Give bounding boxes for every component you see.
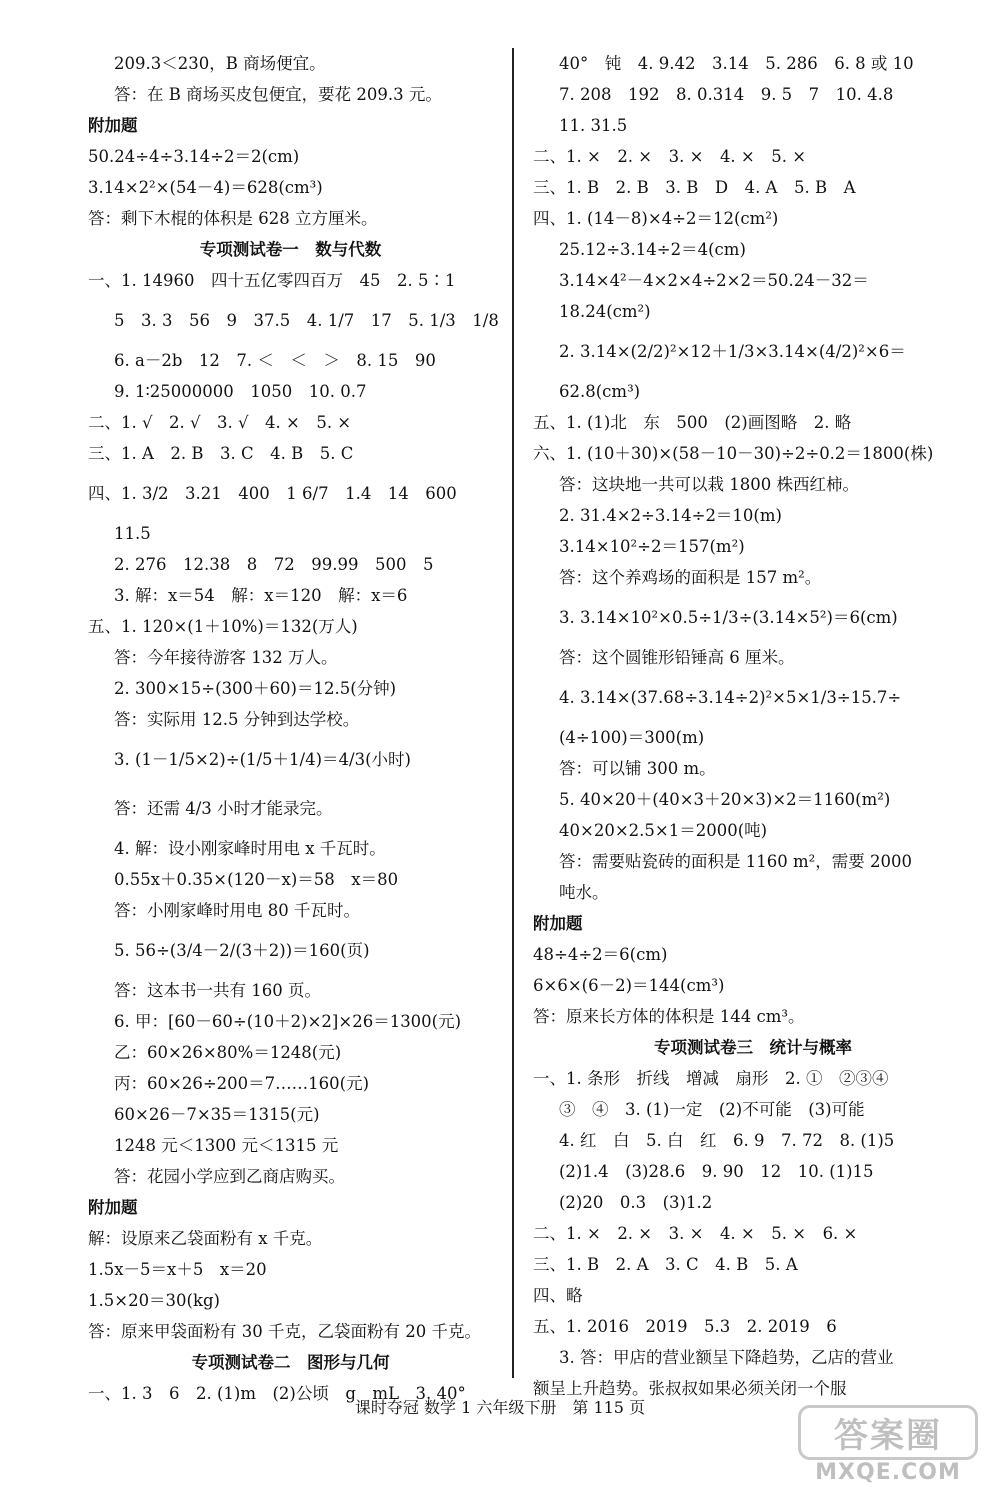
- right-column-line: 四、1. (14－8)×4÷2＝12(cm²): [533, 209, 779, 228]
- right-column-line: 吨水。: [559, 883, 609, 902]
- left-column-line: 答：这本书一共有 160 页。: [114, 981, 321, 1000]
- left-column-line: 答：实际用 12.5 分钟到达学校。: [114, 710, 360, 729]
- right-column-line: 48÷4÷2＝6(cm): [533, 945, 668, 964]
- left-column-line: 答：小刚家峰时用电 80 千瓦时。: [114, 901, 360, 920]
- column-divider: [512, 48, 514, 1378]
- left-column-line: 3.14×2²×(54－4)＝628(cm³): [88, 178, 323, 197]
- left-column-line: 5. 56÷(3/4－2/(3＋2))＝160(页): [114, 941, 370, 960]
- right-column-line: 3. 3.14×10²×0.5÷1/3÷(3.14×5²)＝6(cm): [559, 608, 898, 627]
- right-column-line: 3.14×10²÷2＝157(m²): [559, 537, 745, 556]
- right-column-line: (2)1.4 (3)28.6 9. 90 12 10. (1)15: [559, 1162, 874, 1181]
- left-column-line: 1.5×20＝30(kg): [88, 1291, 220, 1310]
- right-column-line: 6×6×(6－2)＝144(cm³): [533, 976, 725, 995]
- left-column-line: 2. 300×15÷(300＋60)＝12.5(分钟): [114, 679, 397, 698]
- right-column-line: 2. 3.14×(2/2)²×12＋1/3×3.14×(4/2)²×6＝: [559, 342, 906, 361]
- right-column-line: 六、1. (10＋30)×(58－10－30)÷2÷0.2＝1800(株): [533, 444, 934, 463]
- left-column-line: 专项测试卷二 图形与几何: [191, 1353, 390, 1372]
- right-column-line: 62.8(cm³): [559, 382, 641, 401]
- right-column-line: (4÷100)＝300(m): [559, 728, 705, 747]
- left-column: [88, 48, 499, 1409]
- watermark-main: 答案圈: [798, 1405, 978, 1460]
- left-column-line: 2. 276 12.38 8 72 99.99 500 5: [114, 555, 434, 574]
- left-column-line: 答：今年接待游客 132 万人。: [114, 648, 338, 667]
- watermark-logo: [798, 1405, 978, 1485]
- right-column-line: 4. 红 白 5. 白 红 6. 9 7. 72 8. (1)5: [559, 1131, 895, 1150]
- left-column-line: 五、1. 120×(1＋10%)＝132(万人): [88, 617, 358, 636]
- left-column-line: 二、1. √ 2. √ 3. √ 4. × 5. ×: [88, 413, 352, 432]
- right-column-line: 40° 钝 4. 9.42 3.14 5. 286 6. 8 或 10: [559, 54, 914, 73]
- left-column-line: 答：还需 4/3 小时才能录完。: [114, 799, 333, 818]
- left-column-line: 乙：60×26×80%＝1248(元): [114, 1043, 342, 1062]
- right-column-line: 25.12÷3.14÷2＝4(cm): [559, 240, 746, 259]
- right-column-line: 5. 40×20＋(40×3＋20×3)×2＝1160(m²): [559, 790, 891, 809]
- right-column-line: 一、1. 条形 折线 增减 扇形 2. ① ②③④: [533, 1069, 889, 1088]
- left-column-line: 答：原来甲袋面粉有 30 千克，乙袋面粉有 20 千克。: [88, 1322, 481, 1341]
- left-column-line: 60×26－7×35＝1315(元): [114, 1105, 320, 1124]
- left-column-line: 0.55x＋0.35×(120－x)＝58 x＝80: [114, 870, 399, 889]
- left-column-line: 6. 甲：[60－60÷(10＋2)×2]×26＝1300(元): [114, 1012, 462, 1031]
- left-column-line: 附加题: [88, 1198, 138, 1217]
- right-column-line: 额呈上升趋势。张叔叔如果必须关闭一个服: [533, 1379, 847, 1398]
- left-column-line: 11.5: [114, 524, 151, 543]
- left-column-line: 1248 元＜1300 元＜1315 元: [114, 1136, 339, 1155]
- left-column-line: 一、1. 14960 四十五亿零四百万 45 2. 5∶1: [88, 271, 456, 290]
- right-column-line: 答：这个圆锥形铅锤高 6 厘米。: [559, 648, 795, 667]
- right-column-line: 2. 31.4×2÷3.14÷2＝10(m): [559, 506, 782, 525]
- left-column-line: 9. 1∶25000000 1050 10. 0.7: [114, 382, 367, 401]
- right-column-line: 五、1. 2016 2019 5.3 2. 2019 6: [533, 1317, 837, 1336]
- left-column-line: 一、1. 3 6 2. (1)m (2)公顷 g mL 3. 40°: [88, 1384, 466, 1403]
- right-column-line: 答：这块地一共可以栽 1800 株西红柿。: [559, 475, 859, 494]
- right-column-line: 三、1. B 2. B 3. B D 4. A 5. B A: [533, 178, 856, 197]
- watermark-url: MXQE.COM: [815, 1460, 961, 1485]
- right-column-line: 专项测试卷三 统计与概率: [654, 1038, 852, 1057]
- right-column-line: 二、1. × 2. × 3. × 4. × 5. × 6. ×: [533, 1224, 858, 1243]
- left-column-line: 50.24÷4÷3.14÷2＝2(cm): [88, 147, 300, 166]
- right-column-line: 18.24(cm²): [559, 302, 651, 321]
- right-column-line: 40×20×2.5×1＝2000(吨): [559, 821, 768, 840]
- left-column-line: 209.3＜230，B 商场便宜。: [114, 54, 326, 73]
- right-column-line: 答：原来长方体的体积是 144 cm³。: [533, 1007, 805, 1026]
- left-column-line: 答：花园小学应到乙商店购买。: [114, 1167, 345, 1186]
- left-column-line: 1.5x－5＝x＋5 x＝20: [88, 1260, 267, 1279]
- right-column-line: 五、1. (1)北 东 500 (2)画图略 2. 略: [533, 413, 852, 432]
- left-column-line: 四、1. 3/2 3.21 400 1 6/7 1.4 14 600: [88, 484, 457, 503]
- left-column-line: 丙：60×26÷200＝7……160(元): [114, 1074, 370, 1093]
- left-column-line: 专项测试卷一 数与代数: [199, 240, 382, 259]
- left-column-line: 解：设原来乙袋面粉有 x 千克。: [88, 1229, 323, 1248]
- left-column-line: 5 3. 3 56 9 37.5 4. 1/7 17 5. 1/3 1/8: [114, 311, 499, 330]
- left-column-line: 3. (1－1/5×2)÷(1/5＋1/4)＝4/3(小时): [114, 750, 411, 769]
- left-column-line: 答：在 B 商场买皮包便宜，要花 209.3 元。: [114, 85, 442, 104]
- left-column-line: 附加题: [88, 116, 138, 135]
- right-column-line: 四、略: [533, 1286, 583, 1305]
- right-column-line: 11. 31.5: [559, 116, 628, 135]
- right-column-line: 答：可以铺 300 m。: [559, 759, 716, 778]
- right-column: [533, 48, 973, 1404]
- right-column-line: 附加题: [533, 914, 583, 933]
- right-column-line: (2)20 0.3 (3)1.2: [559, 1193, 713, 1212]
- right-column-line: ③ ④ 3. (1)一定 (2)不可能 (3)可能: [559, 1100, 865, 1119]
- page-footer: 课时夺冠 数学 1 六年级下册 第 115 页: [354, 1398, 646, 1417]
- right-column-line: 二、1. × 2. × 3. × 4. × 5. ×: [533, 147, 807, 166]
- right-column-line: 三、1. B 2. A 3. C 4. B 5. A: [533, 1255, 798, 1274]
- left-column-line: 三、1. A 2. B 3. C 4. B 5. C: [88, 444, 354, 463]
- right-column-line: 答：需要贴瓷砖的面积是 1160 m²，需要 2000: [559, 852, 912, 871]
- right-column-line: 7. 208 192 8. 0.314 9. 5 7 10. 4.8: [559, 85, 894, 104]
- left-column-line: 4. 解：设小刚家峰时用电 x 千瓦时。: [114, 839, 386, 858]
- left-column-line: 6. a－2b 12 7. ＜ ＜ ＞ 8. 15 90: [114, 351, 436, 370]
- left-column-line: 答：剩下木棍的体积是 628 立方厘米。: [88, 209, 378, 228]
- right-column-line: 答：这个养鸡场的面积是 157 m²。: [559, 568, 822, 587]
- right-column-line: 4. 3.14×(37.68÷3.14÷2)²×5×1/3÷15.7÷: [559, 688, 902, 707]
- left-column-line: 3. 解：x＝54 解：x＝120 解：x＝6: [114, 586, 408, 605]
- right-column-line: 3. 答：甲店的营业额呈下降趋势，乙店的营业: [559, 1348, 894, 1367]
- right-column-line: 3.14×4²－4×2×4÷2×2＝50.24－32＝: [559, 271, 869, 290]
